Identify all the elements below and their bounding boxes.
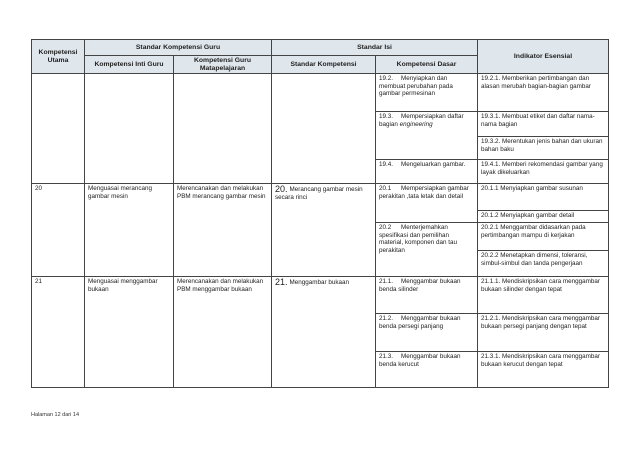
kd-20-2: 20.2 Menterjemahkan spesifikasi dan pemilihan material, komponen dan tau perakitan <box>376 223 478 277</box>
table-row <box>32 74 609 112</box>
cell-empty <box>32 74 85 184</box>
kd-21-2: 21.2. Menggambar bukaan benda persegi panjang <box>376 314 478 352</box>
kompetensi-mapel: Merencanakan dan melakukan PBM menggambar bukaan <box>174 277 272 388</box>
standar-kompetensi: 20. Merancang gambar mesin secara rinci <box>272 184 376 277</box>
ind-19-4-1: 19.4.1. Memberi rekomendasi gambar yang layak dikeluarkan <box>478 160 609 184</box>
kompetensi-mapel: Merencanakan dan melakukan PBM merancang gambar mesin <box>174 184 272 277</box>
table-row <box>32 277 609 314</box>
row-number: 21 <box>32 277 85 388</box>
ind-20-1-1: 20.1.1 Menyiapkan gambar susunan <box>478 184 609 211</box>
cell-empty <box>85 74 174 184</box>
ind-19-3-1: 19.3.1. Membuat etiket dan daftar nama-nama bagian <box>478 112 609 137</box>
kompetensi-inti: Menguasai menggambar bukaan <box>85 277 174 388</box>
page-footer: Halaman 12 dari 14 <box>31 412 80 418</box>
ind-19-3-2: 19.3.2. Merentukan jenis bahan dan ukuran bahan baku <box>478 137 609 160</box>
kd-19-4: 19.4. Mengeluarkan gambar. <box>376 160 478 184</box>
ind-21-3-1: 21.3.1. Mendiskripsikan cara menggambar bukaan kerucut dengan tepat <box>478 352 609 388</box>
header-kompetensi-utama: Kompetensi Utama <box>32 40 85 74</box>
kd-19-2: 19.2. Menyiapkan dan membuat perubahan pada gambar permesinan <box>376 74 478 112</box>
standar-kompetensi: 21. Menggambar bukaan <box>272 277 376 388</box>
header-standar-kompetensi-guru: Standar Kompetensi Guru <box>85 40 272 56</box>
header-kompetensi-dasar: Kompetensi Dasar <box>376 56 478 74</box>
header-kompetensi-inti-guru: Kompetensi Inti Guru <box>85 56 174 74</box>
kd-21-1: 21.1. Menggambar bukaan benda silinder <box>376 277 478 314</box>
header-indikator-esensial: Indikator Esensial <box>478 40 609 74</box>
ind-20-2-2: 20.2.2 Menetapkan dimensi, toleransi, simbul-simbul dan tanda pengerjaan <box>478 251 609 277</box>
kd-20-1: 20.1 Mempersiapkan gambar perakitan ,tata letak dan detail <box>376 184 478 223</box>
competency-table <box>31 39 609 388</box>
cell-empty <box>272 74 376 184</box>
ind-20-2-1: 20.2.1 Menggambar didasarkan pada pertimbangan mampu di kerjakan <box>478 223 609 251</box>
ind-21-1-1: 21.1.1. Mendiskripsikan cara menggambar bukaan silinder dengan tepat <box>478 277 609 314</box>
table-row <box>32 184 609 211</box>
kd-19-3: 19.3. Mempersiapkan daftar bagian engineering <box>376 112 478 160</box>
header-standar-kompetensi: Standar Kompetensi <box>272 56 376 74</box>
kd-21-3: 21.3. Menggambar bukaan benda kerucut <box>376 352 478 388</box>
ind-21-2-1: 21.2.1. Mendiskripsikan cara menggambar bukaan persegi panjang dengan tepat <box>478 314 609 352</box>
ind-19-2-1: 19.2.1. Memberikan pertimbangan dan alasan merubah bagian-bagian gambar <box>478 74 609 112</box>
header-standar-isi: Standar Isi <box>272 40 478 56</box>
ind-20-1-2: 20.1.2 Menyiapkan gambar detail <box>478 211 609 223</box>
cell-empty <box>174 74 272 184</box>
row-number: 20 <box>32 184 85 277</box>
header-kompetensi-guru-mapel: Kompetensi Guru Matapelajaran <box>174 56 272 74</box>
kompetensi-inti: Menguasai merancang gambar mesin <box>85 184 174 277</box>
